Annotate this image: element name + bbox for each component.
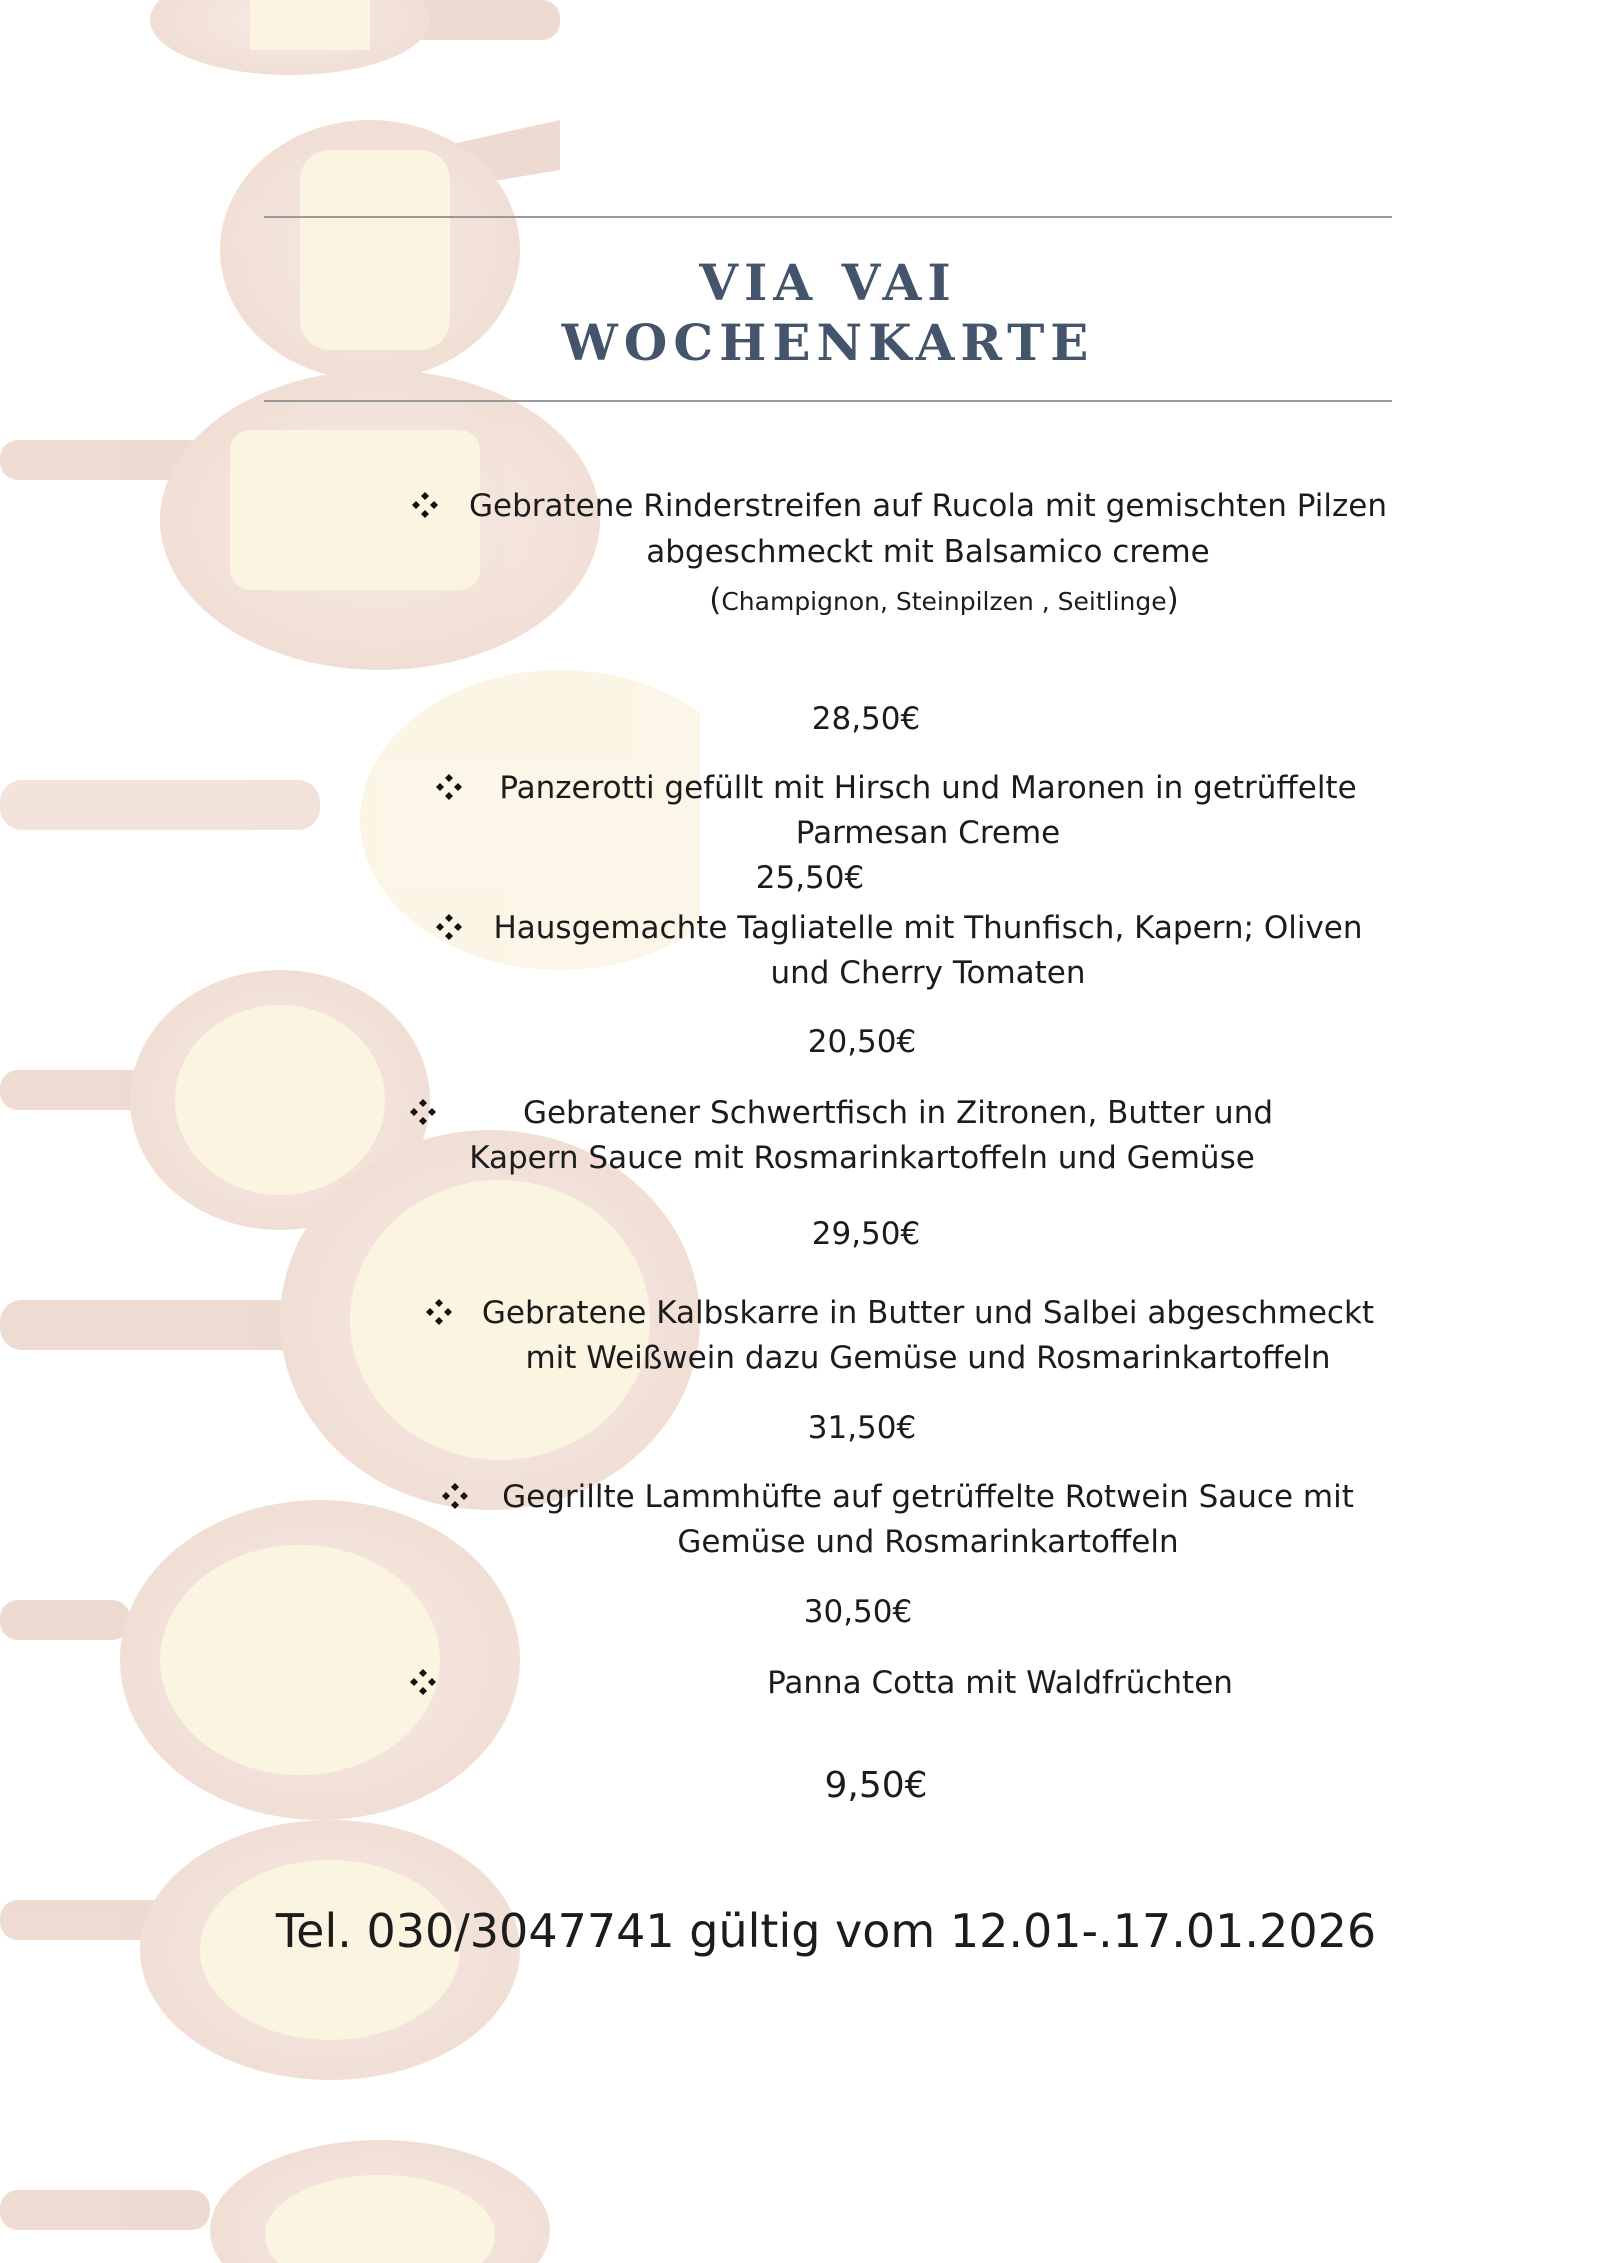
menu-title-line2: WOCHENKARTE [561, 313, 1095, 372]
dish-price: 20,50€ [807, 1024, 917, 1060]
dish-description-line: Panna Cotta mit Waldfrüchten [767, 1665, 1233, 1701]
dish-description-line: abgeschmeckt mit Balsamico creme [646, 534, 1210, 570]
dish-description-line: Gebratener Schwertfisch in Zitronen, Butter und [522, 1095, 1274, 1131]
menu-title-line1: VIA VAI [699, 253, 957, 312]
dish-price: 31,50€ [807, 1410, 917, 1446]
header-top-rule [264, 216, 1392, 218]
dish-description-line: Panzerotti gefüllt mit Hirsch und Maronen in getrüffelte [499, 770, 1357, 806]
dish-description-line: Gebratene Kalbskarre in Butter und Salbei abgeschmeckt [481, 1295, 1375, 1331]
four-diamond-bullet-icon [434, 912, 464, 942]
dish-description-line: und Cherry Tomaten [770, 955, 1086, 991]
dish-price: 30,50€ [803, 1594, 913, 1630]
header-bottom-rule [264, 400, 1392, 402]
four-diamond-bullet-icon [408, 1097, 438, 1127]
four-diamond-bullet-icon [410, 490, 440, 520]
footer-contact-validity: Tel. 030/3047741 gültig vom 12.01-.17.01.2026 [275, 1904, 1377, 1958]
dish-description-line: Parmesan Creme [795, 815, 1061, 851]
dish-note: (Champignon, Steinpilzen , Seitlinge) [709, 582, 1179, 618]
dish-description-line: Kapern Sauce mit Rosmarinkartoffeln und Gemüse [469, 1140, 1255, 1176]
dish-description-line: Gegrillte Lammhüfte auf getrüffelte Rotwein Sauce mit [502, 1479, 1354, 1515]
dish-price: 25,50€ [755, 860, 865, 896]
four-diamond-bullet-icon [434, 772, 464, 802]
dish-price: 29,50€ [811, 1216, 921, 1252]
dish-description-line: mit Weißwein dazu Gemüse und Rosmarinkartoffeln [525, 1340, 1331, 1376]
dish-description-line: Gebratene Rinderstreifen auf Rucola mit gemischten Pilzen [468, 488, 1388, 524]
dish-description-line: Hausgemachte Tagliatelle mit Thunfisch, Kapern; Oliven [493, 910, 1363, 946]
dish-description-line: Gemüse und Rosmarinkartoffeln [677, 1524, 1179, 1560]
four-diamond-bullet-icon [440, 1481, 470, 1511]
dish-note-text: Champignon, Steinpilzen , Seitlinge [721, 587, 1167, 616]
four-diamond-bullet-icon [424, 1297, 454, 1327]
dish-price: 9,50€ [824, 1765, 928, 1806]
four-diamond-bullet-icon [408, 1667, 438, 1697]
dish-price: 28,50€ [811, 701, 921, 737]
